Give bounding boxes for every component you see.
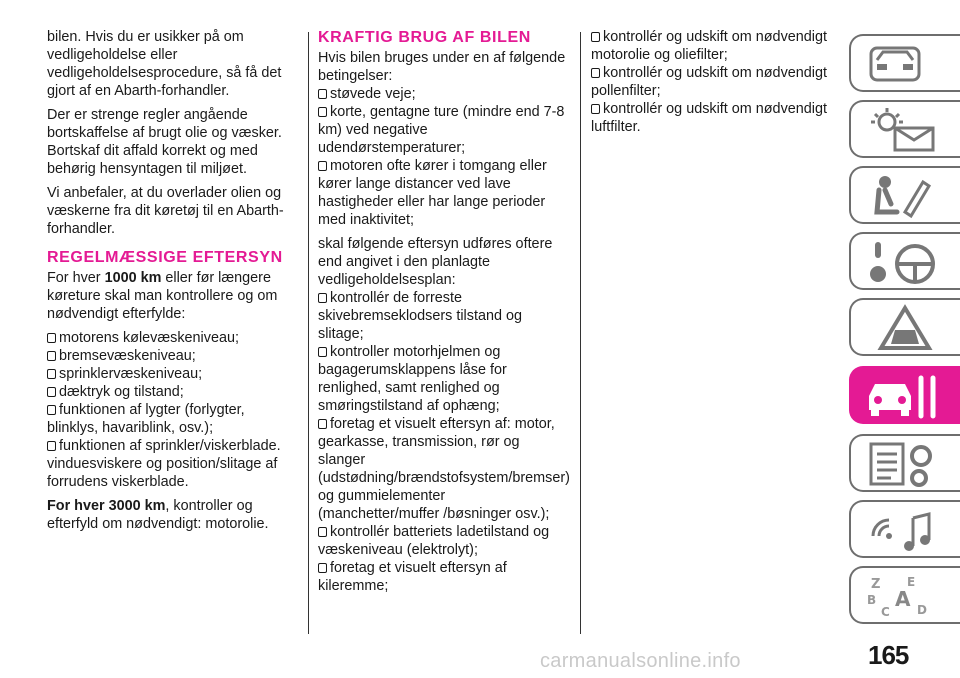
checkbox-bullet-icon — [591, 32, 600, 42]
list-item-text: kontrollér batteriets ladetilstand og væskeniveau (elektrolyt); — [318, 524, 550, 558]
paragraph — [47, 497, 297, 533]
list-item-text: motorens kølevæskeniveau; — [59, 330, 239, 346]
list-item — [591, 64, 836, 100]
checkbox-bullet-icon — [318, 347, 327, 357]
list-item — [47, 401, 297, 437]
paragraph: Vi anbefaler, at du overlader olien og væskerne fra dit køretøj til en Abarth-forhandler. — [47, 185, 284, 237]
checkbox-bullet-icon — [318, 527, 327, 537]
list-item — [47, 437, 297, 491]
checklist — [318, 289, 568, 595]
tab-technical-data[interactable] — [849, 434, 960, 492]
list-item — [318, 343, 568, 415]
list-item-text: støvede veje; — [330, 86, 416, 102]
alphabetical-index-icon — [865, 572, 945, 620]
checkbox-bullet-icon — [318, 563, 327, 573]
tab-service-maintenance[interactable] — [849, 366, 960, 424]
checklist — [47, 329, 297, 491]
list-item-text: bremsevæskeniveau; — [59, 348, 196, 364]
checkbox-bullet-icon — [318, 89, 327, 99]
tab-multimedia[interactable] — [849, 500, 960, 558]
list-item — [47, 383, 297, 401]
list-item-text: sprinklervæskeniveau; — [59, 366, 203, 382]
list-item-text: korte, gentagne ture (mindre end 7-8 km) ved negative udendørstemperaturer; — [318, 104, 565, 156]
tab-dashboard[interactable] — [849, 34, 960, 92]
svg-text:C: C — [881, 605, 890, 619]
text: eller før længere køreture skal man kontrollere og om nødvendigt efterfylde: — [47, 270, 278, 322]
checkbox-bullet-icon — [318, 107, 327, 117]
list-item-text: kontrollér de forreste skivebremseklodsers tilstand og slitage; — [318, 290, 522, 342]
list-item — [318, 103, 568, 157]
checklist — [318, 85, 568, 229]
list-item-text: foretag et visuelt eftersyn af kileremme; — [318, 560, 507, 594]
paragraph: Der er strenge regler angående bortskaffelse af brugt olie og væsker. Bortskaf dit affald korrekt og med behørig hensyntagen til miljøet. — [47, 107, 282, 177]
checkbox-bullet-icon — [318, 293, 327, 303]
warning-lights-icon — [865, 106, 945, 154]
checklist — [591, 28, 836, 136]
list-item-text: foretag et visuelt eftersyn af: motor, gearkasse, transmission, rør og slanger (udstødning/brændstofsystem/bremser) og gummielementer (manchetter/muffer /bøsninger osv.); — [318, 416, 570, 522]
list-item — [47, 347, 297, 365]
list-item-text: kontrollér og udskift om nødvendigt motorolie og oliefilter; — [591, 29, 827, 63]
text: For hver — [47, 270, 105, 286]
watermark: carmanualsonline.info — [540, 650, 741, 672]
multimedia-icon — [865, 506, 945, 554]
svg-text:Z: Z — [871, 577, 881, 592]
column-1 — [47, 28, 297, 539]
checkbox-bullet-icon — [47, 369, 56, 379]
list-item — [318, 559, 568, 595]
section-heading-regular-service: REGELMÆSSIGE EFTERSYN — [47, 249, 283, 266]
list-item — [318, 157, 568, 229]
column-2 — [318, 28, 568, 595]
paragraph: Hvis bilen bruges under en af følgende betingelser: — [318, 50, 566, 84]
list-item-text: funktionen af lygter (forlygter, blinklys, havariblink, osv.); — [47, 402, 245, 436]
list-item-text: motoren ofte kører i tomgang eller kører lange distancer ved lave hastigheder eller har lange perioder med inaktivitet; — [318, 158, 547, 228]
checkbox-bullet-icon — [47, 405, 56, 415]
list-item — [591, 100, 836, 136]
checkbox-bullet-icon — [47, 387, 56, 397]
car-dashboard-icon — [865, 40, 945, 88]
section-heading-heavy-use: KRAFTIG BRUG AF BILEN — [318, 29, 531, 46]
list-item — [318, 523, 568, 559]
tab-index[interactable] — [849, 566, 960, 624]
svg-text:A: A — [895, 587, 911, 611]
list-item-text: kontroller motorhjelmen og bagagerumsklappens låse for renlighed, samt renlighed og smøringstilstand af ophæng; — [318, 344, 507, 414]
list-item — [318, 85, 568, 103]
list-item — [47, 329, 297, 347]
checkbox-bullet-icon — [591, 68, 600, 78]
list-item — [318, 289, 568, 343]
tab-emergency[interactable] — [849, 298, 960, 356]
text: , kontroller og efterfyld om nødvendigt: motorolie. — [47, 498, 269, 532]
list-item-text: dæktryk og tilstand; — [59, 384, 184, 400]
emergency-triangle-icon — [865, 304, 945, 352]
car-service-wrench-icon — [865, 372, 945, 420]
tab-warning-lights[interactable] — [849, 100, 960, 158]
list-item-text: funktionen af sprinkler/viskerblade. vinduesviskere og position/slitage af forrudens viskerblade. — [47, 438, 281, 490]
checkbox-bullet-icon — [47, 441, 56, 451]
bold-text: For hver 3000 km — [47, 498, 166, 514]
column-divider — [580, 32, 581, 634]
svg-text:B: B — [867, 593, 877, 607]
column-divider — [308, 32, 309, 634]
paragraph — [47, 269, 297, 323]
column-3 — [591, 28, 836, 136]
checkbox-bullet-icon — [591, 104, 600, 114]
list-item — [318, 415, 568, 523]
checkbox-bullet-icon — [47, 333, 56, 343]
tab-safety[interactable] — [849, 166, 960, 224]
checkbox-bullet-icon — [47, 351, 56, 361]
technical-specs-icon — [865, 440, 945, 488]
checkbox-bullet-icon — [318, 161, 327, 171]
svg-text:E: E — [907, 575, 916, 589]
paragraph: bilen. Hvis du er usikker på om vedligeholdelse eller vedligeholdelsesprocedure, så få det gjort af en Abarth-forhandler. — [47, 29, 282, 99]
list-item-text: kontrollér og udskift om nødvendigt luftfilter. — [591, 101, 827, 135]
paragraph: skal følgende eftersyn udføres oftere end angivet i den planlagte vedligeholdelsesplan: — [318, 236, 553, 288]
list-item — [47, 365, 297, 383]
checkbox-bullet-icon — [318, 419, 327, 429]
tab-starting-driving[interactable] — [849, 232, 960, 290]
page-number: 165 — [868, 640, 909, 670]
list-item-text: kontrollér og udskift om nødvendigt pollenfilter; — [591, 65, 827, 99]
steering-wheel-icon — [865, 238, 945, 286]
seat-safety-icon — [865, 172, 945, 220]
svg-text:D: D — [917, 603, 927, 617]
bold-text: 1000 km — [104, 270, 162, 286]
list-item — [591, 28, 836, 64]
